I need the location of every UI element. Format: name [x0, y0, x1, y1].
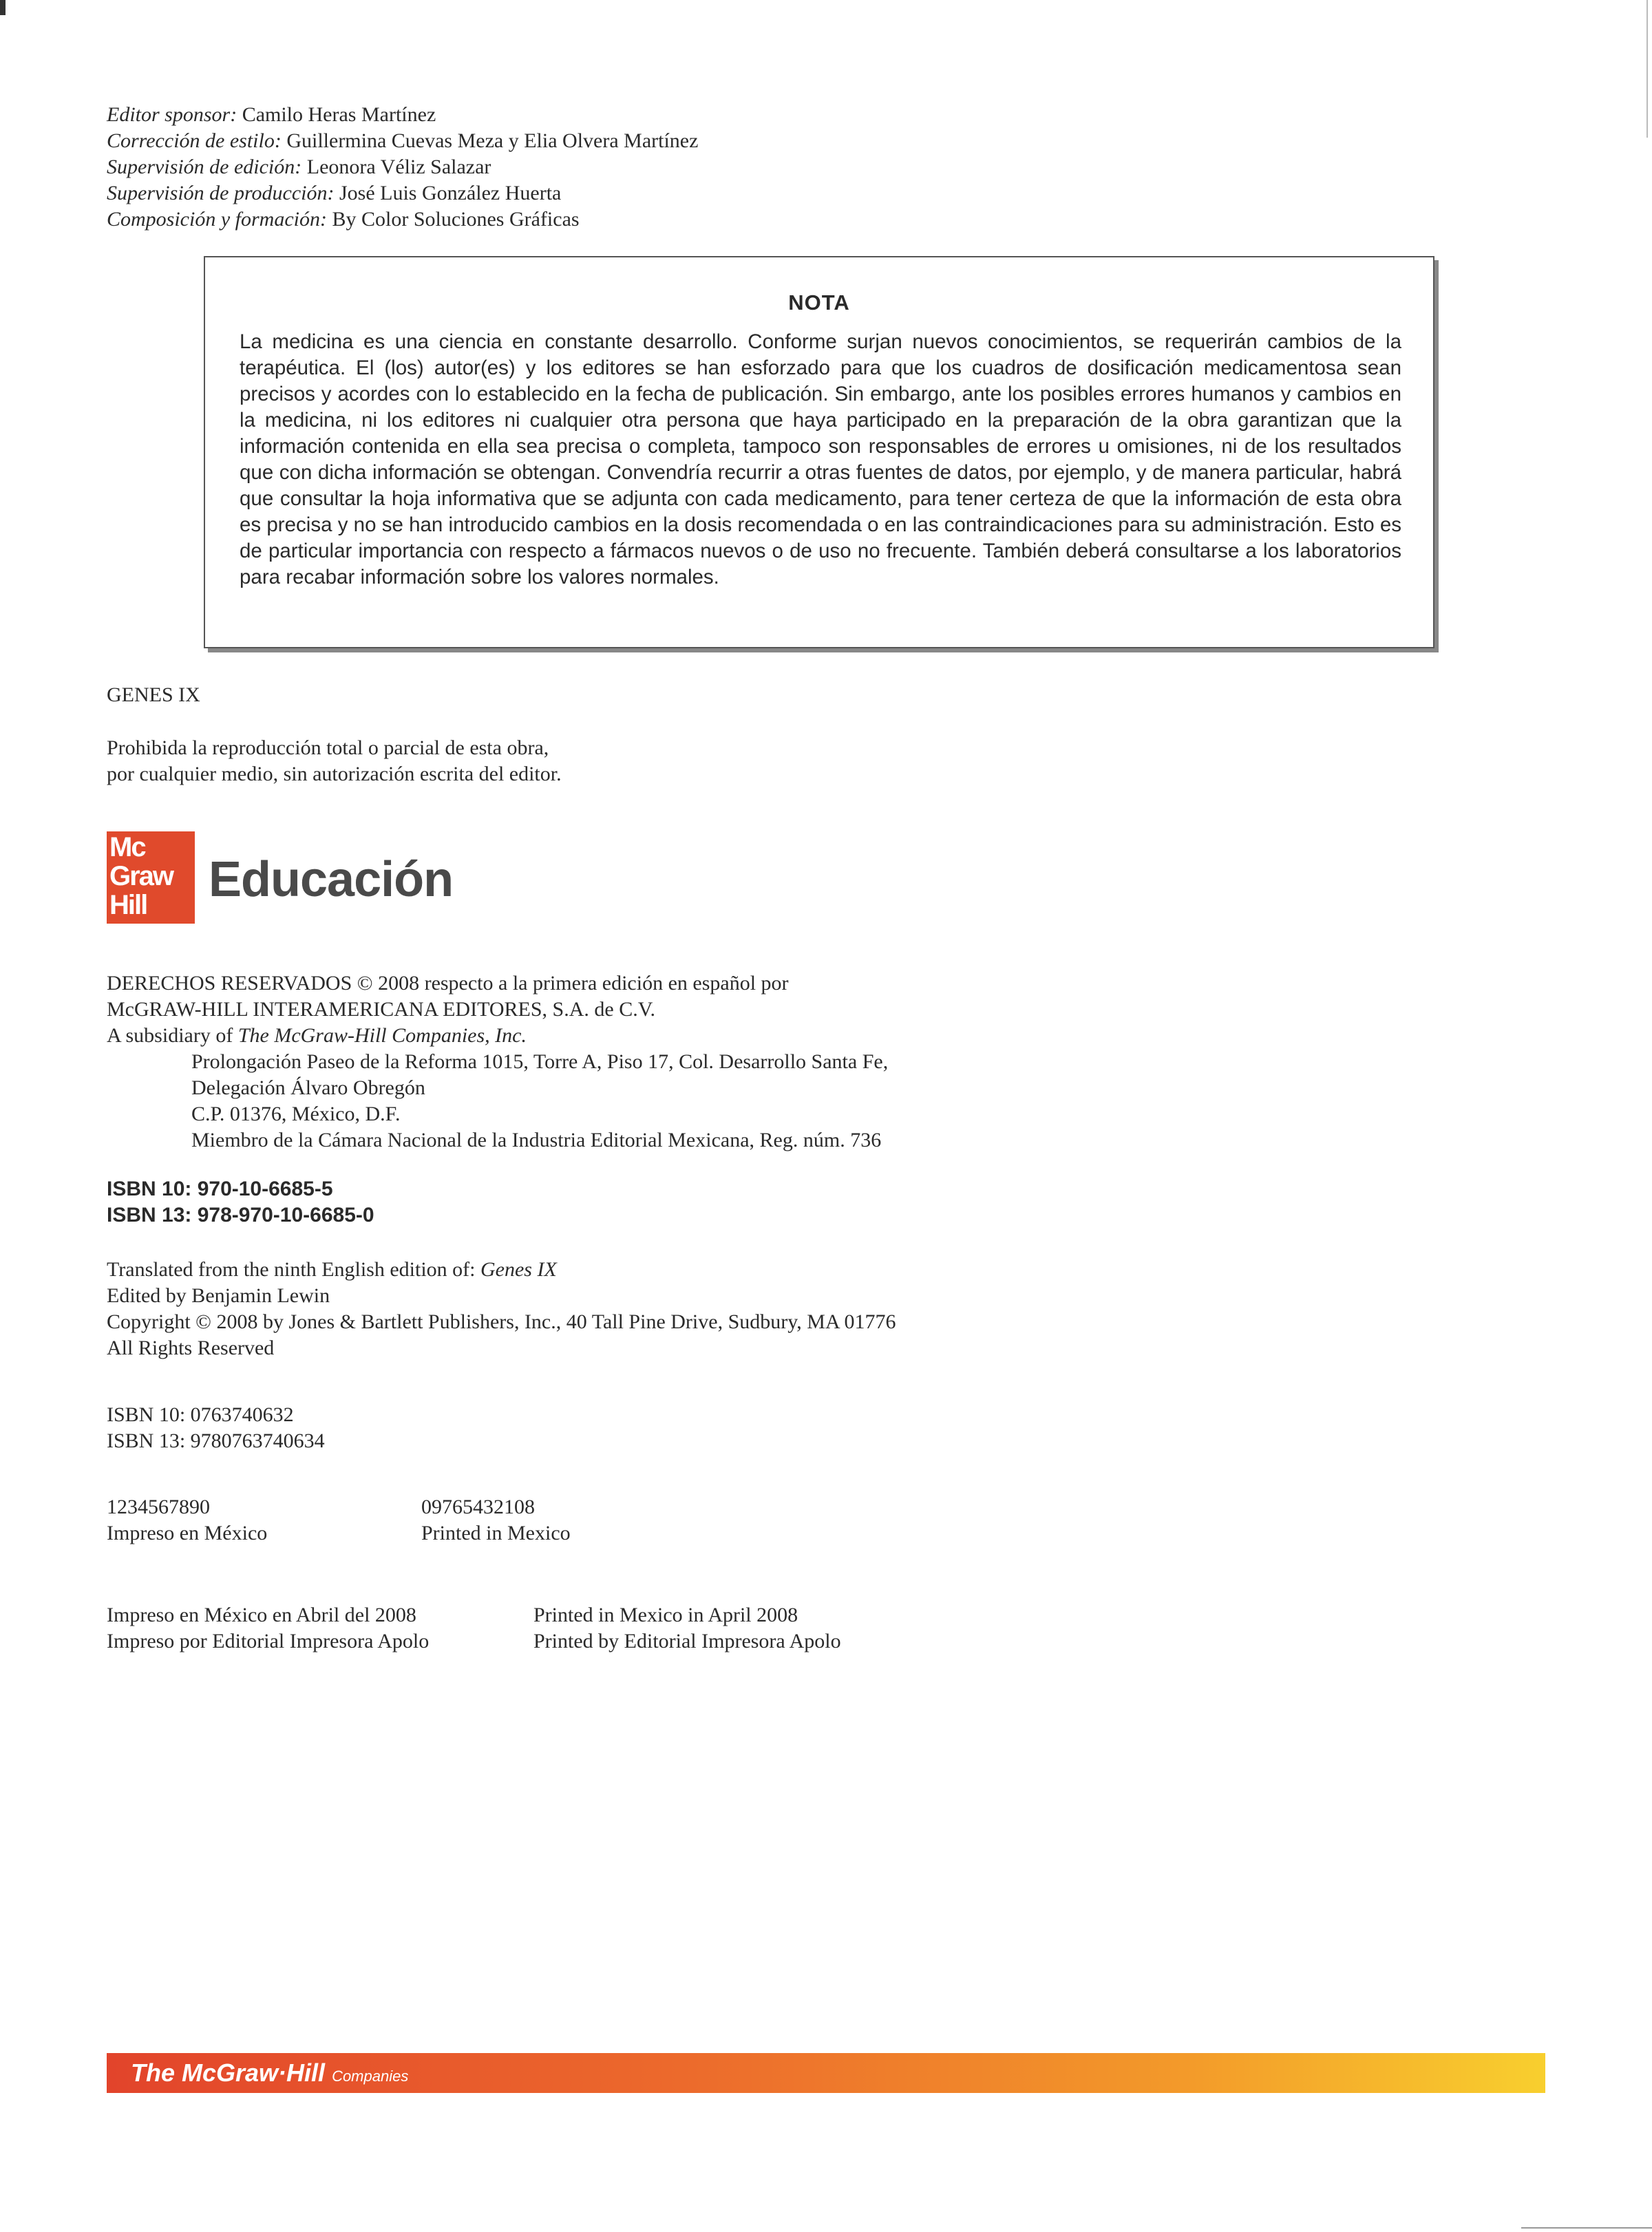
credit-value: Guillermina Cuevas Meza y Elia Olvera Martínez [286, 129, 699, 152]
print-codes-left [107, 1494, 267, 1547]
address-line: Prolongación Paseo de la Reforma 1015, Torre A, Piso 17, Col. Desarrollo Santa Fe, [191, 1050, 889, 1073]
isbn-line: ISBN 10: 0763740632 [107, 1403, 294, 1426]
original-prefix: Translated from the ninth English edition of: [107, 1258, 481, 1281]
rights-block [107, 970, 1139, 1154]
print-code-line: 1234567890 [107, 1496, 210, 1518]
credit-row [107, 154, 1002, 180]
rights-subsidiary-prefix: A subsidiary of [107, 1024, 238, 1047]
print-info-line: Impreso en México en Abril del 2008 [107, 1604, 416, 1626]
mcgraw-hill-logo-mark [107, 831, 195, 924]
credit-label: Composición y formación: [107, 208, 327, 231]
credit-label: Editor sponsor: [107, 103, 237, 126]
print-code-line: Printed in Mexico [421, 1522, 571, 1544]
rights-subsidiary-name: The McGraw-Hill Companies, Inc. [237, 1024, 527, 1047]
address-line: Miembro de la Cámara Nacional de la Industria Editorial Mexicana, Reg. núm. 736 [191, 1129, 882, 1151]
print-info-left [107, 1602, 429, 1655]
address-line: Delegación Álvaro Obregón [191, 1076, 425, 1099]
address-line: C.P. 01376, México, D.F. [191, 1103, 401, 1125]
scan-bottom-line [1521, 2227, 1652, 2229]
credit-label: Supervisión de producción: [107, 182, 335, 204]
rights-line: DERECHOS RESERVADOS © 2008 respecto a la primera edición en español por [107, 972, 789, 995]
print-code-line: 09765432108 [421, 1496, 535, 1518]
isbn-english-block [107, 1402, 325, 1454]
nota-body: La medicina es una ciencia en constante desarrollo. Conforme surjan nuevos conocimientos, se requerirán cambios de la terapéutica. El (los) autor(es) y los editores se han esforzado para que los cuadros de dosificación medicamentosa sean precisos y acordes con lo establecido en la fecha de publicación. Sin embargo, ante los posibles errores humanos y cambios en la medicina, ni los editores ni cualquier otra persona que haya participado en la preparación de la obra garantizan que la información contenida en ella sea precisa o completa, tampoco son responsables de errores u omisiones, ni de los resultados que con dicha información se obtengan. Convendría recurrir a otras fuentes de datos, por ejemplo, y de manera particular, habrá que consultar la hoja informativa que se adjunta con cada medicamento, para tener certeza de que la información de esta obra es precisa y no se han introducido cambios en la dosis recomendada o en las contraindicaciones para su administración. Esto es de particular importancia con respecto a fármacos nuevos o de uso no frecuente. También deberá consultarse a los laboratorios para recabar información sobre los valores normales. [240, 330, 1401, 588]
credit-row [107, 180, 1002, 206]
logo-mark-line: Mc [109, 832, 145, 862]
credit-label: Corrección de estilo: [107, 129, 282, 152]
nota-title: NOTA [788, 290, 850, 315]
footer-brand [131, 2059, 408, 2090]
isbn-line: ISBN 13: 978-970-10-6685-0 [107, 1204, 374, 1226]
logo-mark-line: Hill [109, 890, 147, 920]
footer-brand-suffix: Companies [332, 2068, 409, 2085]
original-line: Edited by Benjamin Lewin [107, 1284, 330, 1307]
credit-value: Camilo Heras Martínez [242, 103, 436, 126]
prohibition-line: Prohibida la reproducción total o parcial de esta obra, [107, 736, 549, 759]
rights-line: McGRAW-HILL INTERAMERICANA EDITORES, S.A. de C.V. [107, 998, 656, 1021]
isbn-spanish-block [107, 1176, 374, 1229]
mcgraw-hill-companies-footer-bar [107, 2053, 1545, 2093]
credit-label: Supervisión de edición: [107, 156, 302, 178]
isbn-line: ISBN 10: 970-10-6685-5 [107, 1178, 333, 1200]
prohibition-notice [107, 735, 562, 787]
print-codes-right [421, 1494, 571, 1547]
credit-value: José Luis González Huerta [339, 182, 562, 204]
nota-box [204, 256, 1434, 648]
print-info-right [533, 1602, 841, 1655]
print-info-line: Printed by Editorial Impresora Apolo [533, 1630, 841, 1652]
rights-line [107, 1023, 1139, 1049]
footer-brand-name: The McGraw·Hill [131, 2059, 326, 2087]
original-line: Copyright © 2008 by Jones & Bartlett Publishers, Inc., 40 Tall Pine Drive, Sudbury, MA 01776 [107, 1310, 896, 1333]
print-info-line: Impreso por Editorial Impresora Apolo [107, 1630, 430, 1652]
original-title: Genes IX [480, 1258, 557, 1281]
credit-row [107, 206, 1002, 233]
print-info-line: Printed in Mexico in April 2008 [533, 1604, 798, 1626]
logo-mark-line: Graw [109, 861, 173, 891]
original-line [107, 1257, 1208, 1283]
logo-educacion-text: Educación [209, 852, 454, 907]
credit-row [107, 102, 1002, 128]
original-edition-block [107, 1257, 1208, 1361]
isbn-line: ISBN 13: 9780763740634 [107, 1429, 325, 1452]
scan-edge-line [1646, 0, 1648, 138]
scan-corner-mark [0, 0, 6, 15]
credit-value: Leonora Véliz Salazar [306, 156, 491, 178]
original-line: All Rights Reserved [107, 1337, 275, 1359]
credit-value: By Color Soluciones Gráficas [332, 208, 580, 231]
print-code-line: Impreso en México [107, 1522, 268, 1544]
book-title: GENES IX [107, 683, 200, 706]
credit-row [107, 128, 1002, 154]
credits-block [107, 102, 1002, 233]
prohibition-line: por cualquier medio, sin autorización escrita del editor. [107, 763, 562, 785]
